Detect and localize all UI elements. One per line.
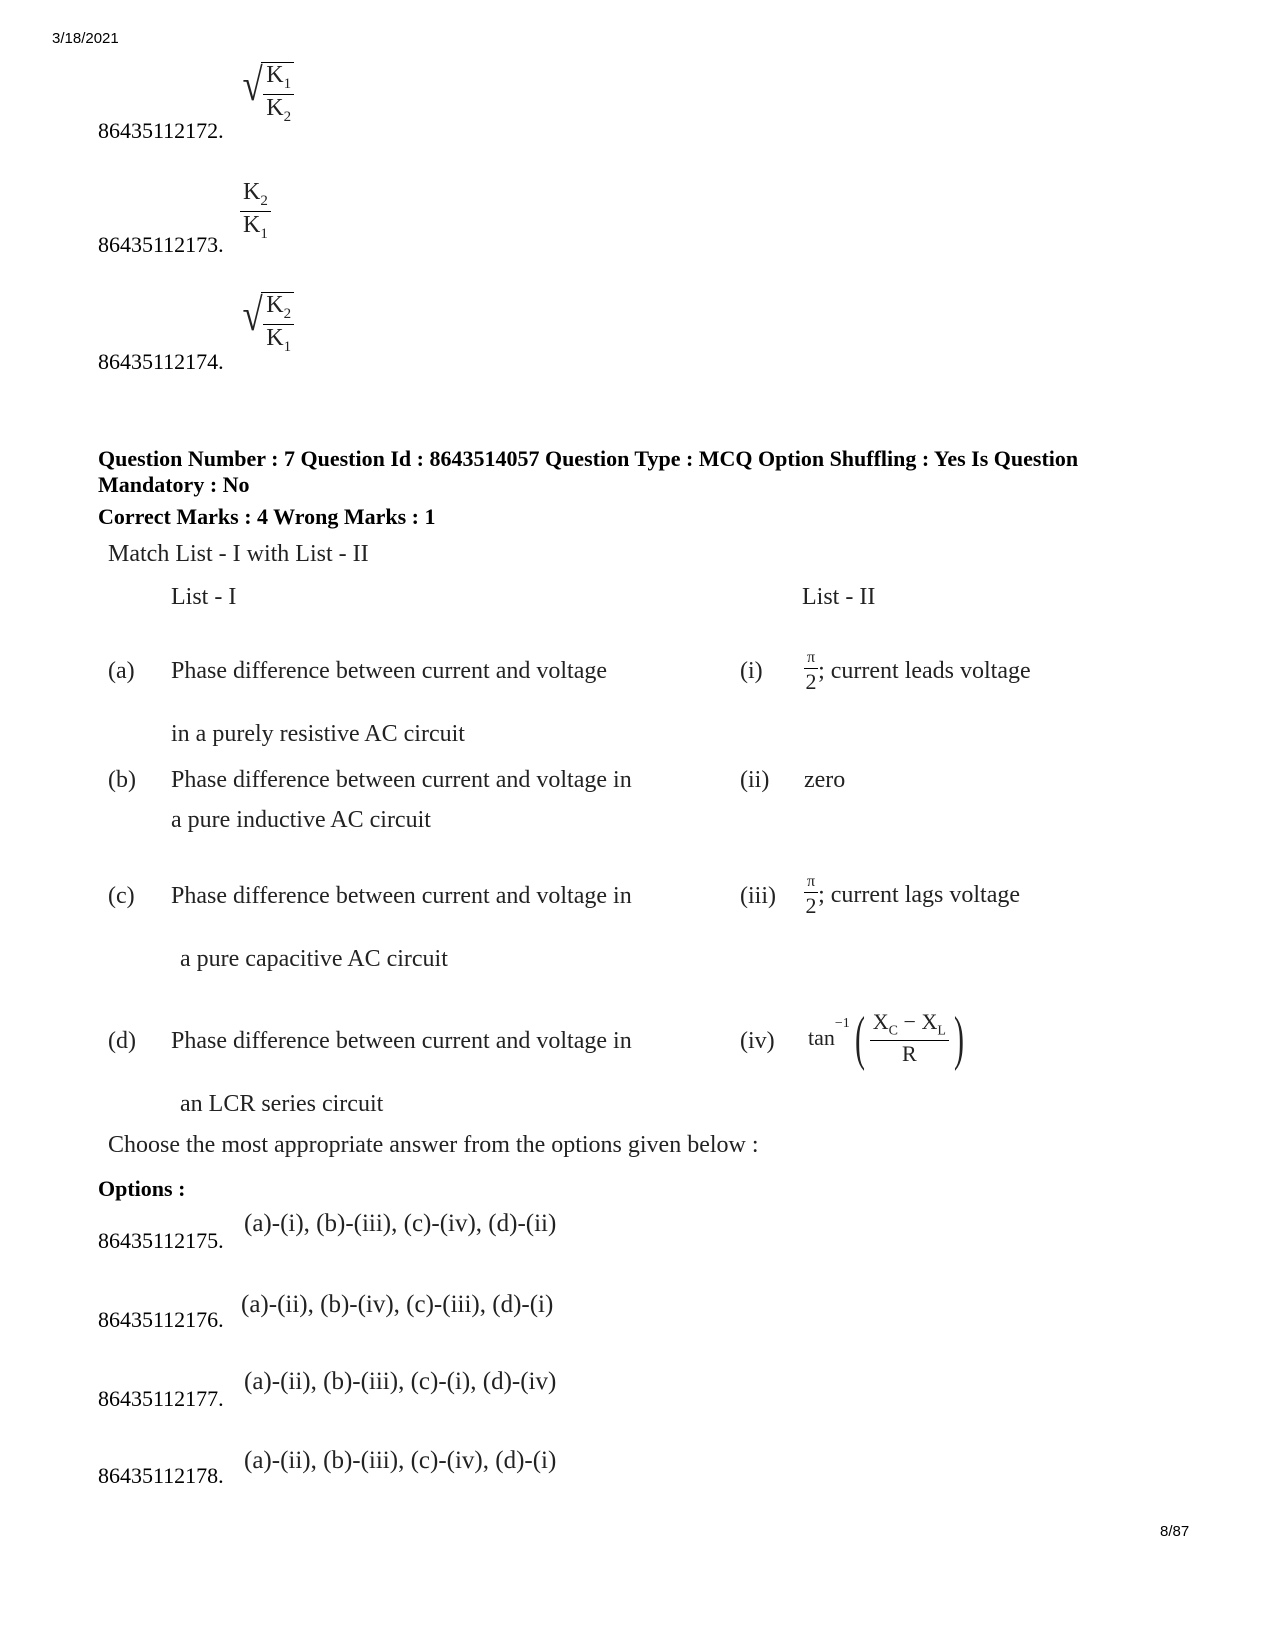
row-label: (c) <box>108 883 135 909</box>
options-label: Options : <box>98 1176 186 1201</box>
tan-inverse-formula: tan $^{-1}$ ( $\frac{X_C - X_L}{R}$ ) <box>808 1005 964 1071</box>
list-1-item: Phase difference between current and voltage in <box>171 1028 632 1054</box>
question-info-line: Mandatory : No <box>98 472 250 497</box>
list-1-item-continued: a pure inductive AC circuit <box>171 807 431 833</box>
question-prompt: Choose the most appropriate answer from the options given below : <box>108 1132 759 1158</box>
list-1-item-continued: an LCR series circuit <box>180 1091 384 1117</box>
option-id: 86435112178. <box>98 1463 224 1488</box>
print-date: 3/18/2021 <box>52 30 119 47</box>
roman-label: (iv) <box>740 1028 775 1054</box>
pi-over-2-formula: $\frac{\pi}{2}$ <box>805 873 817 918</box>
sqrt-k1-over-k2-formula: √ $\frac{K_1}{K_2}$ <box>240 62 294 125</box>
k2-over-k1-formula: $\frac{K_2}{K_1}$ <box>240 180 271 242</box>
question-intro: Match List - I with List - II <box>108 541 369 567</box>
sqrt-k2-over-k1-formula: √ $\frac{K_2}{K_1}$ <box>240 292 294 355</box>
list-1-item: Phase difference between current and voltage <box>171 658 608 684</box>
roman-label: (i) <box>740 658 763 684</box>
list-1-item: Phase difference between current and voltage in <box>171 767 632 793</box>
prev-option-id: 86435112173. <box>98 232 224 257</box>
radical-sign: √ <box>242 289 263 340</box>
option-text[interactable]: (a)-(ii), (b)-(iii), (c)-(i), (d)-(iv) <box>244 1368 557 1395</box>
roman-label: (iii) <box>740 883 776 909</box>
prev-option-id: 86435112172. <box>98 118 224 143</box>
list-2-heading: List - II <box>802 584 876 610</box>
list-2-item: $\frac{\pi}{2}$ ; current leads voltage <box>805 649 1031 694</box>
list-2-item: zero <box>804 767 846 793</box>
radical-sign: √ <box>242 59 263 110</box>
option-text[interactable]: (a)-(i), (b)-(iii), (c)-(iv), (d)-(ii) <box>244 1210 557 1237</box>
list-1-item-continued: in a purely resistive AC circuit <box>171 721 465 747</box>
option-id: 86435112175. <box>98 1228 224 1253</box>
option-id: 86435112177. <box>98 1386 224 1411</box>
roman-label: (ii) <box>740 767 770 793</box>
option-id: 86435112176. <box>98 1307 224 1332</box>
list-1-item-continued: a pure capacitive AC circuit <box>180 946 448 972</box>
option-text[interactable]: (a)-(ii), (b)-(iv), (c)-(iii), (d)-(i) <box>241 1291 554 1318</box>
option-text[interactable]: (a)-(ii), (b)-(iii), (c)-(iv), (d)-(i) <box>244 1447 557 1474</box>
row-label: (a) <box>108 658 135 684</box>
list-2-item: $\frac{\pi}{2}$ ; current lags voltage <box>805 873 1021 918</box>
list-1-heading: List - I <box>171 584 237 610</box>
pi-over-2-formula: $\frac{\pi}{2}$ <box>805 649 817 694</box>
page-number: 8/87 <box>1160 1523 1190 1540</box>
question-info-line: Question Number : 7 Question Id : 8643514057 Question Type : MCQ Option Shuffling : Yes Is Question <box>98 446 1079 471</box>
prev-option-id: 86435112174. <box>98 349 224 374</box>
question-marks: Correct Marks : 4 Wrong Marks : 1 <box>98 504 436 529</box>
list-1-item: Phase difference between current and voltage in <box>171 883 632 909</box>
row-label: (b) <box>108 767 136 793</box>
row-label: (d) <box>108 1028 136 1054</box>
